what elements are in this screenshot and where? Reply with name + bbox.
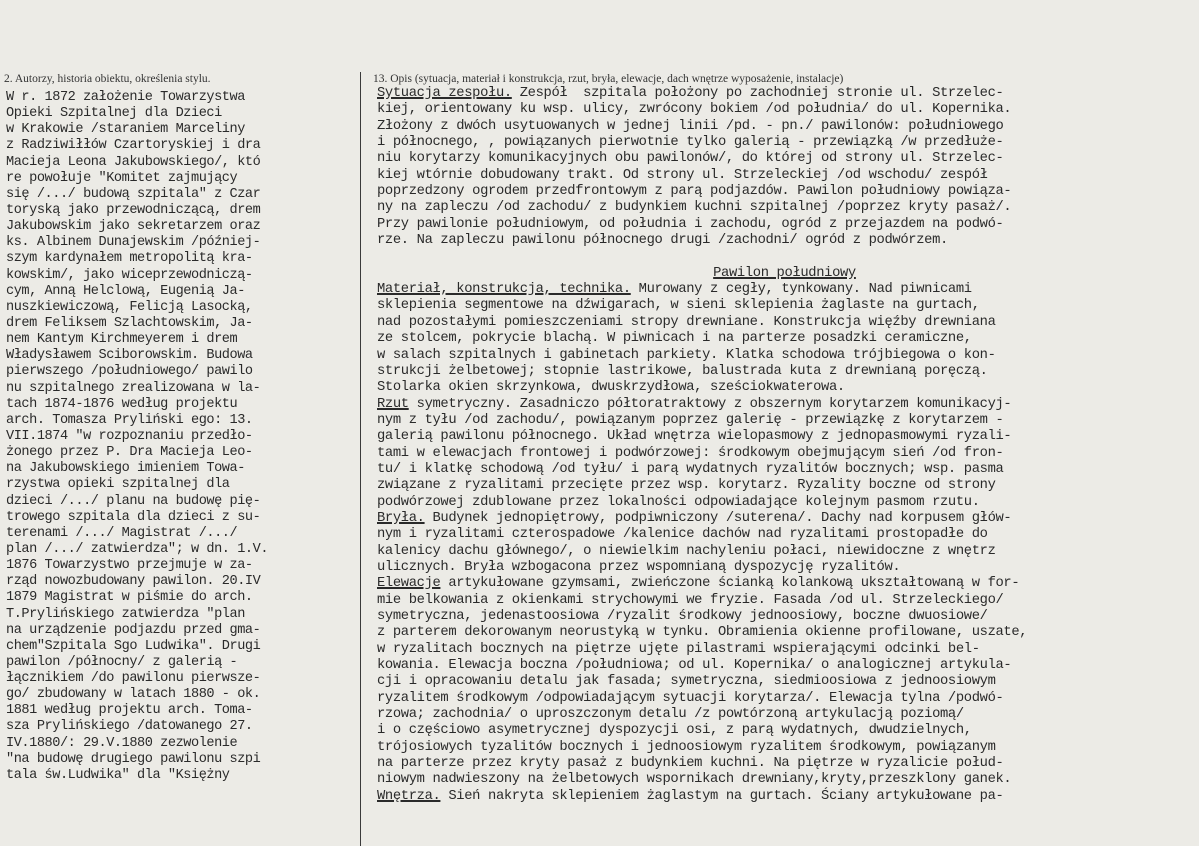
text-line: dzieci /.../ planu na budowę pię- [6,493,261,509]
text-line: VII.1874 "w rozpoznaniu przedło- [6,428,253,444]
text-line [377,740,1192,756]
text-line [377,560,1192,576]
line-text: Budynek jednopiętrowy, podpiwniczony /suterena/. Dachy nad korpusem głów- [424,510,1012,526]
line-text: na parterze przez kryty pasaż z budynkiem kuchni. Na piętrze w ryzalicie połud- [377,756,1004,772]
text-line [377,478,1192,494]
line-text: i o częściowo asymetrycznej dyspozycji osi, z parą wydatnych, dwudzielnych, [377,723,972,739]
line-text: symetryczny. Zasadniczo półtoratraktowy z obszernym korytarzem komunikacyj- [408,396,1012,412]
text-line [377,200,1192,216]
line-text: nad pozostałymi pomieszczeniami stropy drewniane. Konstrukcja więźby drewniana [377,314,996,330]
text-line: na Jakubowskiego imieniem Towa- [6,461,245,477]
line-text: nym z tyłu /od zachodu/, powiązanym poprzez galerię - przewiązkę z korytarzem - [377,412,1004,428]
text-line: rząd nowozbudowany pawilon. 20.IV [6,574,261,590]
text-line [377,495,1192,511]
text-line: żonego przez P. Dra Macieja Leo- [6,445,253,461]
text-line [377,723,1192,739]
line-text: Stolarka okien skrzynkowa, dwuskrzydłowa, sześciokwaterowa. [377,380,845,396]
text-line: Władysławem Sciborowskim. Budowa [6,348,253,364]
text-line [377,135,1192,151]
text-line: na urządzenie podjazdu przed gma- [6,622,261,638]
text-line [377,609,1192,625]
line-text: z parterem dekorowanym neorustyką w tynku. Obramienia okienne profilowane, uszate, [377,625,1028,641]
text-line [377,119,1192,135]
line-text: kiej wtórnie dobudowany trakt. Od strony ul. Strzeleckiej /od wschodu/ zespół [377,167,988,183]
text-line: T.Prylińskiego zatwierdza "plan [6,606,245,622]
text-line [377,772,1192,788]
line-text: rzowa; zachodnia/ o uproszczonym detalu /z powtórzoną artykulacją poziomą/ [377,707,964,723]
text-line: 1879 Magistrat w piśmie do arch. [6,590,253,606]
text-line [377,364,1192,380]
line-text: i północnego, , powiązanych pierwotnie tylko galerią - przewiązką /w przedłuże- [377,135,1004,151]
text-line: trowego szpitala dla dzieci z su- [6,509,261,525]
text-line: go/ zbudowany w latach 1880 - ok. [6,687,261,703]
section-heading: Wnętrza. [377,788,441,804]
text-line [377,168,1192,184]
section-heading: Sytuacja zespołu. [377,86,512,101]
line-text: ryzalitem środkowym /odpowiadającym sytuacji korytarza/. Elewacja tylna /podwó- [377,690,1004,706]
text-line [377,511,1192,527]
text-line: Jakubowskim jako sekretarzem oraz [6,219,261,235]
right-column-header: 13. Opis (sytuacja, materiał i konstrukcja, rzut, bryła, elewacje, dach wnętrze wyposażenie, instalacje) [373,73,844,85]
text-line: nuszkiewiczową, Felicją Lasocką, [6,299,253,315]
line-text: Przy pawilonie południowym, od południa i zachodu, ogród z przejazdem na podwó- [377,216,1004,232]
line-text: w ryzalitach bocznych na piętrze ujęte pilastrami wspierającymi odcinki bel- [377,641,980,657]
text-line: tach 1874-1876 według projektu [6,396,238,412]
line-text: cji i opracowaniu detalu jak fasada; symetryczna, siedmioosiowa z jednoosiowym [377,674,996,690]
text-line: plan /.../ zatwierdza"; w dn. 1.V. [6,541,269,557]
line-text: ze stolcem, pokrycie blachą. W piwnicach i na parterze posadzki ceramiczne, [377,331,972,347]
line-text: poprzedzony ogrodem przedfrontowym z parą podjazdów. Pawilon południowy powiąza- [377,184,1012,200]
text-line [377,217,1192,233]
text-line [377,544,1192,560]
text-line: Macieja Leona Jakubowskiego/, któ [6,154,261,170]
text-line [377,184,1192,200]
line-text: ny na zapleczu /od zachodu/ z budynkiem kuchni szpitalnej /poprzez kryty pasaż/. [377,200,1012,216]
text-line: łącznikiem /do pawilonu pierwsze- [6,671,261,687]
text-line: pawilon /północny/ z galerią - [6,654,238,670]
text-line [377,674,1192,690]
line-text: artykułowane gzymsami, zwieńczone ścianką kolankową ukształtowaną w for- [440,576,1020,592]
line-text: kalenicy dachu głównego/, o niewielkim nachyleniu połaci, niewidoczne z wnętrz [377,543,996,559]
text-line: ks. Albinem Dunajewskim /później- [6,235,261,251]
line-text: niu korytarzy komunikacyjnych obu pawilonów/, do której od strony ul. Strzelec- [377,151,1004,167]
text-line: terenami /.../ Magistrat /.../ [6,525,238,541]
text-line [377,331,1192,347]
text-line [377,266,1192,282]
text-line: chem"Szpitala Sgo Ludwika". Drugi [6,638,261,654]
text-line [377,282,1192,298]
text-line: sza Prylińskiego /datowanego 27. [6,719,253,735]
text-line: z Radziwiłłów Czartoryskiej i dra [6,138,261,154]
text-line [377,86,1192,102]
text-line [377,397,1192,413]
text-line: szym kardynałem metropolitą kra- [6,251,253,267]
text-line: 1876 Towarzystwo przejmuje w za- [6,558,253,574]
section-heading: Rzut [377,396,409,412]
section-heading: Elewacje [377,576,441,592]
text-line: nu szpitalnego zrealizowana w la- [6,380,261,396]
text-line [377,527,1192,543]
line-text: związane z ryzalitami przecięte przez wsp. korytarz. Ryzality boczne od strony [377,478,996,494]
text-line [377,446,1192,462]
text-line [377,348,1192,364]
text-line: "na budowę drugiego pawilonu szpi [6,751,261,767]
text-line: re powołuje "Komitet zajmujący [6,170,238,186]
left-column-header: 2. Autorzy, historia obiektu, określenia stylu. [4,73,211,85]
line-text: Zespół szpitala położony po zachodniej stronie ul. Strzelec- [511,86,1004,101]
line-text: kiej, orientowany ku wsp. ulicy, zwrócony bokiem /od południa/ do ul. Kopernika. [377,102,1012,118]
text-line [377,413,1192,429]
section-heading: Pawilon południowy [713,265,856,281]
text-line: IV.1880/: 29.V.1880 zezwolenie [6,735,238,751]
line-text: kowania. Elewacja boczna /południowa; od ul. Kopernika/ o analogicznej artykula- [377,658,1012,674]
line-text: trójosiowych tyzalitów bocznych i jednoosiowym ryzalitem środkowym, powiązanym [377,739,996,755]
line-text: w salach szpitalnych i gabinetach parkiety. Klatka schodowa trójbiegowa o kon- [377,347,996,363]
line-text: podwórzowej zdublowane przez lokalności odpowiadające kolejnym pasmom rzutu. [377,494,980,510]
text-line: Opieki Szpitalnej dla Dzieci [6,106,222,122]
text-line [377,151,1192,167]
text-line [377,298,1192,314]
text-line [377,658,1192,674]
line-text: nym i ryzalitami czterospadowe /kalenice dachów nad ryzalitami prostopadłe do [377,527,988,543]
line-text: galerią pawilonu północnego. Układ wnętrza wielopasmowy z jednopasmowymi ryzali- [377,429,1012,445]
line-text: niowym nadwieszony na żelbetowych wspornikach drewniany,kryty,przeszklony ganek. [377,772,1012,788]
text-line: nem Kantym Kirchmeyerem i drem [6,332,238,348]
line-text: ulicznych. Bryła wzbogacona przez wspomnianą dyspozycję ryzalitów. [377,559,901,575]
text-line: tala św.Ludwika" dla "Księżny [6,767,230,783]
text-line [377,249,1192,265]
text-line: cym, Anną Helclową, Eugenią Ja- [6,283,245,299]
text-line: pierwszego /południowego/ pawilo [6,364,253,380]
text-line [377,756,1192,772]
text-line [377,642,1192,658]
line-text: Murowany z cegły, tynkowany. Nad piwnicami [630,282,972,298]
text-line [377,429,1192,445]
text-line: kowskim/, jako wiceprzewodniczą- [6,267,253,283]
text-line: arch. Tomasza Pryliński ego: 13. [6,412,253,428]
text-line [377,315,1192,331]
line-text: mie belkowania z okienkami strychowymi we fryzie. Fasada /od ul. Strzeleckiego/ [377,592,1004,608]
text-line [377,380,1192,396]
text-line: rzystwa opieki szpitalnej dla [6,477,230,493]
column-divider [360,72,361,846]
line-text: strukcji żelbetowej; stopnie lastrikowe, balustrada kuta z drewnianą poręczą. [377,363,988,379]
text-line [377,102,1192,118]
text-line [377,462,1192,478]
text-line: drem Feliksem Szlachtowskim, Ja- [6,315,253,331]
text-line [377,707,1192,723]
text-line [377,789,1192,805]
line-text: tami w elewacjach frontowej i podwórzowej: środkowym obejmującym sień /od fron- [377,445,1004,461]
line-text: symetryczna, jedenastoosiowa /ryzalit środkowy jednoosiowy, boczne dwuosiowe/ [377,609,988,624]
line-text: Sień nakryta sklepieniem żaglastym na gurtach. Ściany artykułowane pa- [440,788,1004,804]
line-text: rze. Na zapleczu pawilonu północnego drugi /zachodni/ ogród z podwórzem. [377,233,948,249]
line-text: sklepienia segmentowe na dźwigarach, w sieni sklepienia żaglaste na gurtach, [377,298,980,314]
text-line [377,233,1192,249]
text-line: 1881 według projektu arch. Toma- [6,703,253,719]
line-text: Złożony z dwóch usytuowanych w jednej linii /pd. - pn./ pawilonów: południowego [377,118,1004,134]
text-line: W r. 1872 założenie Towarzystwa [6,90,245,105]
line-text: tu/ i klatkę schodową /od tyłu/ i parą wydatnych ryzalitów bocznych; wsp. pasma [377,461,1004,477]
text-line [377,625,1192,641]
text-line [377,691,1192,707]
text-line: w Krakowie /staraniem Marceliny [6,122,245,138]
text-line: się /.../ budową szpitala" z Czar [6,186,261,202]
right-column-text [377,86,1192,805]
text-line [377,593,1192,609]
text-line: toryską jako przewodniczącą, drem [6,202,261,218]
left-column-text [6,90,356,784]
section-heading: Bryła. [377,510,425,526]
section-heading: Materiał, konstrukcja, technika. [377,282,631,298]
text-line [377,576,1192,592]
